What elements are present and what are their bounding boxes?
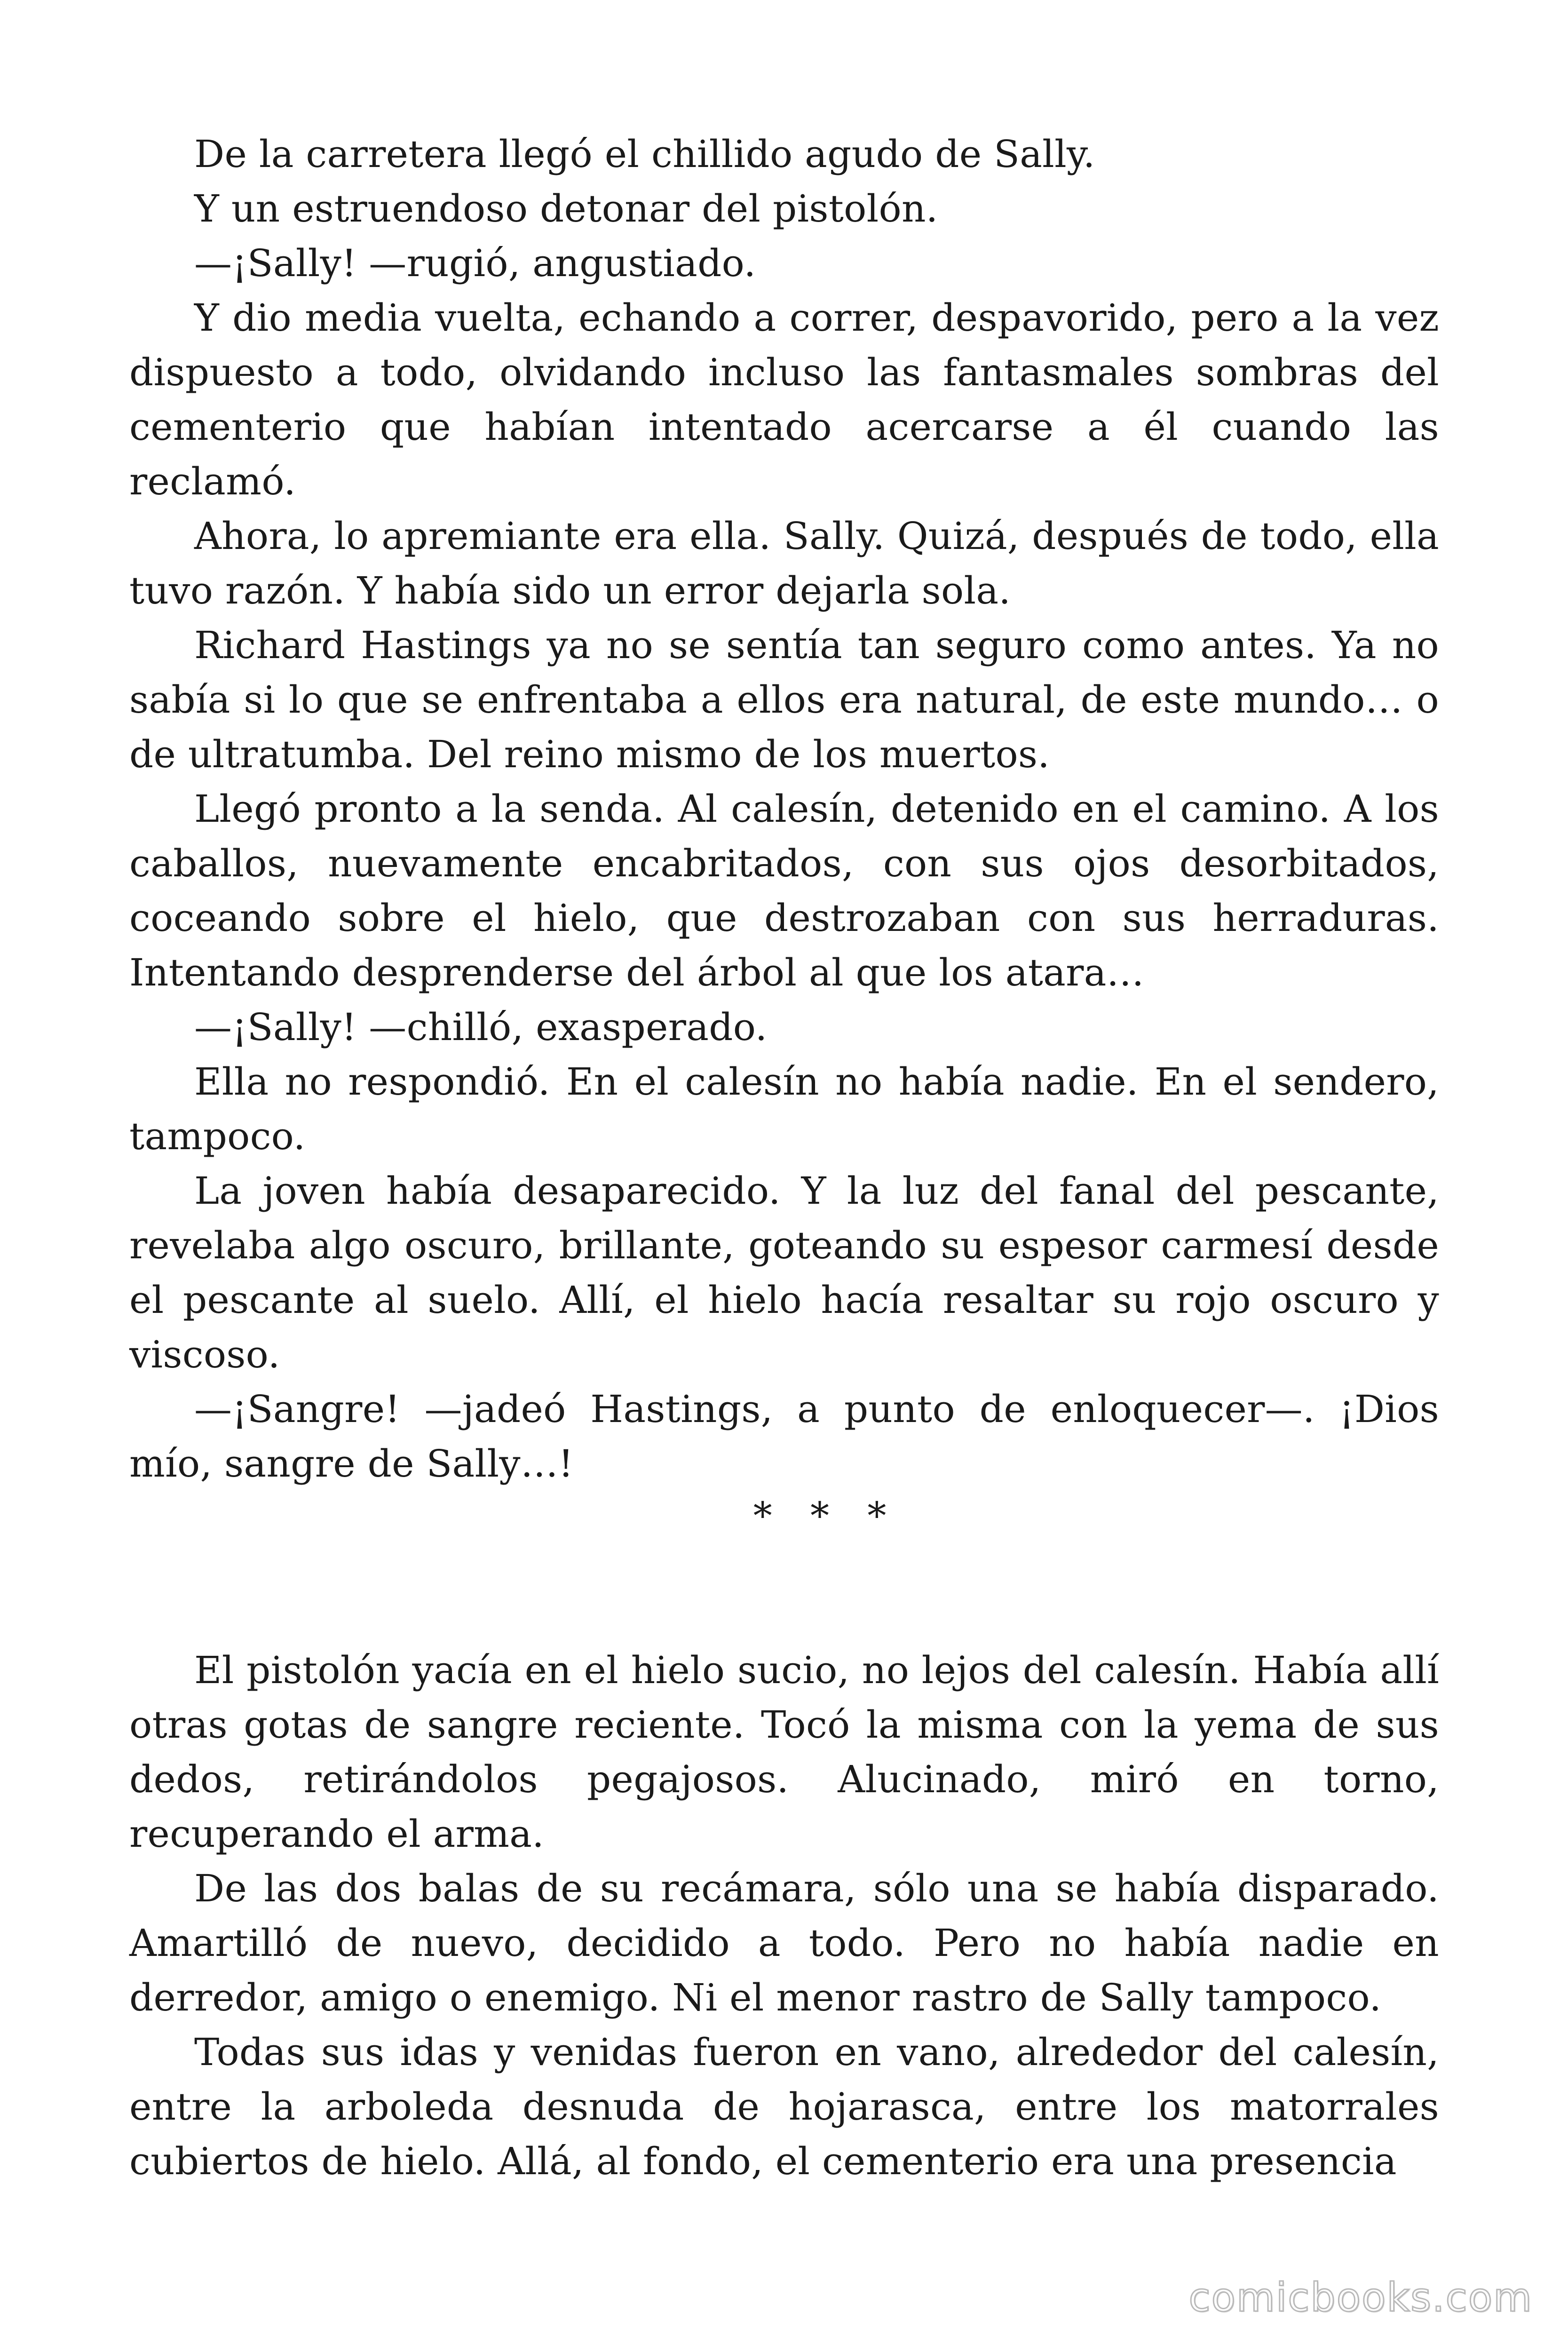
paragraph: Ella no respondió. En el calesín no había nadie. En el sendero, tampoco. — [129, 1060, 1439, 1158]
text-section-one — [129, 127, 1439, 1491]
paragraph: Llegó pronto a la senda. Al calesín, detenido en el camino. A los caballos, nuevamente encabritados, con sus ojos desorbitados, coceando sobre el hielo, que destrozaban con sus herraduras. Intentando desprenderse del árbol al que los atara… — [129, 787, 1439, 994]
paragraph: —¡Sally! —rugió, angustiado. — [194, 241, 756, 285]
paragraph: Todas sus idas y venidas fueron en vano, alrededor del calesín, entre la arboleda desnuda de hojarasca, entre los matorrales cubiertos de hielo. Allá, al fondo, el cementerio era una presencia — [129, 2030, 1439, 2183]
site-watermark: comicbooks.com — [1188, 2274, 1533, 2320]
paragraph: Y dio media vuelta, echando a correr, despavorido, pero a la vez dispuesto a todo, olvidando incluso las fantasmales sombras del cementerio que habían intentado acercarse a él cuando las reclamó. — [129, 296, 1439, 503]
paragraph: De la carretera llegó el chillido agudo de Sally. — [194, 132, 1095, 176]
paragraph: —¡Sangre! —jadeó Hastings, a punto de enloquecer—. ¡Dios mío, sangre de Sally…! — [129, 1387, 1439, 1486]
paragraph: Richard Hastings ya no se sentía tan seguro como antes. Ya no sabía si lo que se enfrentaba a ellos era natural, de este mundo… o de ultratumba. Del reino mismo de los muertos. — [129, 623, 1439, 776]
paragraph: De las dos balas de su recámara, sólo una se había disparado. Amartilló de nuevo, decidido a todo. Pero no había nadie en derredor, amigo o enemigo. Ni el menor rastro de Sally tampoco. — [129, 1867, 1439, 2019]
paragraph: Ahora, lo apremiante era ella. Sally. Quizá, después de todo, ella tuvo razón. Y había sido un error dejarla sola. — [129, 514, 1439, 612]
text-section-two — [129, 1643, 1439, 2189]
paragraph: El pistolón yacía en el hielo sucio, no lejos del calesín. Había allí otras gotas de sangre reciente. Tocó la misma con la yema de sus dedos, retirándolos pegajosos. Alucinado, miró en torno, recuperando el arma. — [129, 1648, 1439, 1856]
paragraph: La joven había desaparecido. Y la luz del fanal del pescante, revelaba algo oscuro, brillante, goteando su espesor carmesí desde el pescante al suelo. Allí, el hielo hacía resaltar su rojo oscuro y viscoso. — [129, 1169, 1439, 1376]
scene-break-asterisks: * * * — [753, 1494, 900, 1538]
paragraph: Y un estruendoso detonar del pistolón. — [194, 187, 938, 230]
paragraph: —¡Sally! —chilló, exasperado. — [194, 1005, 768, 1049]
